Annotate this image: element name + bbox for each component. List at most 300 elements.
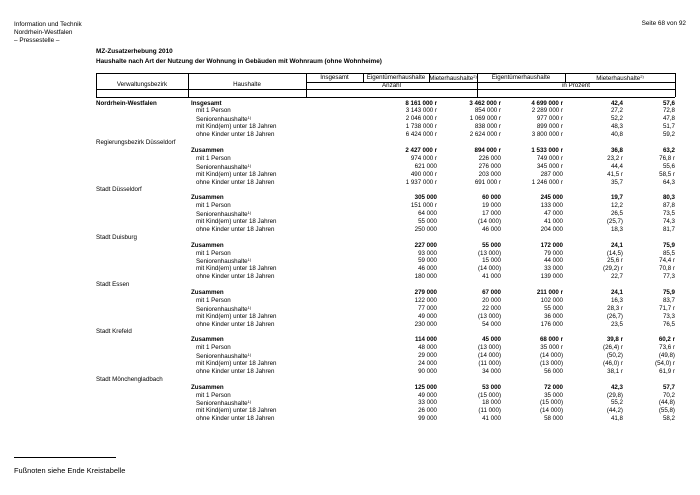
value-cell: 24,1 xyxy=(610,288,623,296)
value-cell: 38,1 r xyxy=(607,367,623,375)
region-heading: Regierungsbezirk Düsseldorf xyxy=(96,139,176,147)
value-cell: 34 000 xyxy=(482,367,501,375)
value-cell: 2 289 000 r xyxy=(531,107,563,115)
value-cell: 79 000 xyxy=(544,249,563,257)
value-cell: 345 000 r xyxy=(536,162,563,170)
table-row xyxy=(96,274,675,282)
value-cell: (14 000) xyxy=(539,407,563,415)
value-cell: (15 000) xyxy=(539,399,563,407)
value-cell: 33 000 xyxy=(544,265,563,273)
value-cell: 75,9 xyxy=(662,288,675,296)
value-cell: 854 000 r xyxy=(474,107,501,115)
category-text: Seniorenhaushalte xyxy=(196,211,248,219)
org-line: – Pressestelle – xyxy=(14,37,60,45)
value-cell: 977 000 r xyxy=(536,115,563,123)
category-text: mit Kind(ern) unter 18 Jahren xyxy=(196,123,277,131)
value-cell: 48 000 xyxy=(418,344,437,352)
category-text: mit Kind(ern) unter 18 Jahren xyxy=(196,170,277,178)
value-cell: 40,8 xyxy=(610,131,623,139)
value-cell: 99 000 xyxy=(418,415,437,423)
value-cell: 77 000 xyxy=(418,304,437,312)
footnote-marker: 1) xyxy=(247,257,252,263)
value-cell: 72 000 xyxy=(544,383,563,391)
value-cell: 16,3 xyxy=(610,296,623,304)
value-cell: 17 000 xyxy=(482,210,501,218)
org-line: Nordrhein-Westfalen xyxy=(14,29,73,37)
value-cell: 8 161 000 r xyxy=(405,99,437,107)
value-cell: 76,8 r xyxy=(659,154,675,162)
category-text: mit 1 Person xyxy=(196,249,231,257)
value-cell: 64,3 xyxy=(662,178,675,186)
value-cell: 60 000 xyxy=(482,194,501,202)
value-cell: 621 000 xyxy=(414,162,437,170)
value-cell: 974 000 r xyxy=(410,154,437,162)
value-cell: 73,6 r xyxy=(659,344,675,352)
caption-title: MZ-Zusatzerhebung 2010 xyxy=(96,48,173,55)
category-text: mit 1 Person xyxy=(196,202,231,210)
value-cell: 41 000 xyxy=(482,415,501,423)
value-cell: (29,8) xyxy=(606,391,623,399)
region-heading: Stadt Mönchengladbach xyxy=(96,375,163,383)
table-row xyxy=(96,203,675,211)
value-cell: 77,3 xyxy=(662,273,675,281)
value-cell: 44,4 xyxy=(610,162,623,170)
category-label xyxy=(196,416,274,422)
group-total-label xyxy=(191,290,224,296)
caption-subtitle: Haushalte nach Art der Nutzung der Wohnung in Gebäuden mit Wohnraum (ohne Wohnheime) xyxy=(96,58,382,65)
value-cell: 15 000 xyxy=(482,257,501,265)
value-cell: 55,2 xyxy=(610,399,623,407)
value-cell: 18 000 xyxy=(482,399,501,407)
header-divider xyxy=(675,73,676,97)
footnote-marker: 1) xyxy=(247,352,252,358)
value-cell: 72,8 xyxy=(662,107,675,115)
value-cell: 20 000 xyxy=(482,296,501,304)
table-row xyxy=(96,321,675,329)
footnote-text: Fußnoten siehe Ende Kreistabelle xyxy=(14,466,126,475)
header-rule-bottom xyxy=(96,97,675,98)
category-text: mit 1 Person xyxy=(196,296,231,304)
value-cell: 27,2 xyxy=(610,107,623,115)
group-total-label xyxy=(191,148,224,154)
value-cell: 46 000 xyxy=(418,265,437,273)
region-heading: Stadt Krefeld xyxy=(96,328,132,336)
region-heading: Stadt Duisburg xyxy=(96,233,137,241)
table-row xyxy=(96,187,675,195)
value-cell: 42,4 xyxy=(610,99,623,107)
table-row xyxy=(96,345,675,353)
value-cell: (13 000) xyxy=(477,312,501,320)
table-row xyxy=(96,360,675,368)
value-cell: 172 000 xyxy=(540,241,563,249)
category-text: Zusammen xyxy=(191,383,224,391)
value-cell: 90 000 xyxy=(418,367,437,375)
category-label xyxy=(196,227,274,233)
value-cell: (14 000) xyxy=(477,265,501,273)
category-label xyxy=(196,322,274,328)
category-label xyxy=(196,393,231,399)
table-row xyxy=(96,100,675,108)
value-cell: 36,8 xyxy=(610,146,623,154)
value-cell: 2 046 000 r xyxy=(405,115,437,123)
value-cell: 1 533 000 r xyxy=(531,146,563,154)
value-cell: 35 000 xyxy=(544,391,563,399)
category-text: mit 1 Person xyxy=(196,107,231,115)
value-cell: 203 000 xyxy=(478,170,501,178)
value-cell: 33 000 xyxy=(418,399,437,407)
value-cell: 76,5 xyxy=(662,320,675,328)
table-row xyxy=(96,234,675,242)
value-cell: 93 000 xyxy=(418,249,437,257)
value-cell: 47 000 xyxy=(544,210,563,218)
value-cell: 57,6 xyxy=(662,99,675,107)
value-cell: (13 000) xyxy=(477,249,501,257)
value-cell: (44,8) xyxy=(658,399,675,407)
category-text: ohne Kinder unter 18 Jahren xyxy=(196,225,275,233)
value-cell: 29 000 xyxy=(418,352,437,360)
value-cell: 60,2 r xyxy=(658,336,675,344)
value-cell: 250 000 xyxy=(414,225,437,233)
category-text: mit Kind(ern) unter 18 Jahren xyxy=(196,407,277,415)
value-cell: 23,5 xyxy=(610,320,623,328)
category-text: mit Kind(ern) unter 18 Jahren xyxy=(196,359,277,367)
value-cell: 67 000 xyxy=(482,288,501,296)
value-cell: 894 000 r xyxy=(474,146,501,154)
value-cell: 1 069 000 r xyxy=(469,115,501,123)
value-cell: 6 424 000 r xyxy=(405,131,437,139)
value-cell: 49 000 xyxy=(418,391,437,399)
value-cell: 44 000 xyxy=(544,257,563,265)
value-cell: 102 000 xyxy=(540,296,563,304)
value-cell: 70,2 xyxy=(662,391,675,399)
category-text: Zusammen xyxy=(191,194,224,202)
value-cell: 85,5 xyxy=(662,249,675,257)
value-cell: (14 000) xyxy=(477,352,501,360)
value-cell: 58 000 xyxy=(544,415,563,423)
category-text: Seniorenhaushalte xyxy=(196,116,248,124)
page-number: Seite 68 von 92 xyxy=(641,20,686,27)
value-cell: 2 427 000 r xyxy=(405,146,437,154)
footnote-marker: 2) xyxy=(473,73,477,79)
group-total-label xyxy=(191,337,224,343)
value-cell: (54,0) r xyxy=(655,359,675,367)
col-header-tenant-pct xyxy=(565,75,675,82)
value-cell: (11 000) xyxy=(478,359,501,367)
unit-percent: in Prozent xyxy=(562,82,590,89)
col-header-total: Insgesamt xyxy=(320,73,349,81)
table-row xyxy=(96,353,675,361)
value-cell: 176 000 xyxy=(540,320,563,328)
value-cell: 55 000 xyxy=(482,241,501,249)
category-text: Seniorenhaushalte xyxy=(196,400,248,408)
value-cell: 19,7 xyxy=(610,194,623,202)
table-header xyxy=(96,73,675,97)
value-cell: 80,3 xyxy=(662,194,675,202)
value-cell: 899 000 r xyxy=(536,123,563,131)
table-row xyxy=(96,250,675,258)
table-row xyxy=(96,147,675,155)
category-text: ohne Kinder unter 18 Jahren xyxy=(196,320,275,328)
value-cell: 41,5 r xyxy=(607,170,623,178)
table-row xyxy=(96,313,675,321)
value-cell: 58,2 xyxy=(662,415,675,423)
region-heading: Stadt Essen xyxy=(96,281,130,289)
value-cell: 52,2 xyxy=(610,115,623,123)
value-cell: (14 000) xyxy=(539,352,563,360)
category-label xyxy=(196,345,231,351)
value-cell: 838 000 r xyxy=(474,123,501,131)
category-label xyxy=(196,274,274,280)
value-cell: 125 000 xyxy=(414,383,437,391)
value-cell: 59,2 xyxy=(662,131,675,139)
region-heading: Nordrhein-Westfalen xyxy=(96,99,157,107)
value-cell: 55 000 xyxy=(544,304,563,312)
value-cell: 35 000 r xyxy=(540,344,563,352)
category-text: Zusammen xyxy=(191,146,224,154)
value-cell: (26,4) r xyxy=(603,344,623,352)
value-cell: 1 246 000 r xyxy=(531,178,563,186)
col-header-tenant-pct-label: Mieterhaushalte xyxy=(596,74,641,82)
value-cell: 64 000 xyxy=(418,210,437,218)
category-text: Seniorenhaushalte xyxy=(196,258,248,266)
value-cell: 490 000 r xyxy=(410,170,437,178)
category-text: Zusammen xyxy=(191,241,224,249)
value-cell: 2 624 000 r xyxy=(469,131,501,139)
value-cell: 70,8 r xyxy=(659,265,675,273)
category-text: mit Kind(ern) unter 18 Jahren xyxy=(196,265,277,273)
table-row xyxy=(96,408,675,416)
value-cell: 49 000 xyxy=(418,312,437,320)
value-cell: 133 000 xyxy=(540,202,563,210)
col-header-households: Haushalte xyxy=(233,81,261,88)
value-cell: 3 462 000 r xyxy=(469,99,501,107)
value-cell: 56 000 xyxy=(544,367,563,375)
group-total-label xyxy=(191,385,224,391)
value-cell: 245 000 xyxy=(540,194,563,202)
table-row xyxy=(96,242,675,250)
value-cell: 227 000 xyxy=(414,241,437,249)
value-cell: 22 000 xyxy=(482,304,501,312)
region-heading: Stadt Düsseldorf xyxy=(96,186,142,194)
value-cell: 41,8 xyxy=(610,415,623,423)
table-row xyxy=(96,179,675,187)
category-text: mit 1 Person xyxy=(196,154,231,162)
category-text: Insgesamt xyxy=(191,99,222,107)
value-cell: 3 143 000 r xyxy=(405,107,437,115)
col-header-tenant xyxy=(429,75,477,82)
value-cell: (29,2) r xyxy=(603,265,623,273)
value-cell: 68 000 r xyxy=(539,336,563,344)
value-cell: 3 800 000 r xyxy=(531,131,563,139)
value-cell: 24 000 xyxy=(418,359,437,367)
table-row xyxy=(96,116,675,124)
value-cell: 53 000 xyxy=(482,383,501,391)
table-row xyxy=(96,258,675,266)
table-row xyxy=(96,195,675,203)
table-row xyxy=(96,210,675,218)
table-body xyxy=(96,100,675,424)
table-row xyxy=(96,297,675,305)
footnote-rule xyxy=(14,457,116,458)
footnote-marker: 1) xyxy=(247,210,252,216)
col-header-region: Verwaltungsbezirk xyxy=(116,81,168,88)
category-text: ohne Kinder unter 18 Jahren xyxy=(196,415,275,423)
value-cell: 139 000 xyxy=(540,273,563,281)
value-cell: (26,7) xyxy=(606,312,623,320)
value-cell: 54 000 xyxy=(482,320,501,328)
value-cell: (13 000) xyxy=(477,344,501,352)
category-label xyxy=(196,132,274,138)
value-cell: 180 000 xyxy=(414,273,437,281)
value-cell: (49,8) xyxy=(658,352,675,360)
table-row xyxy=(96,337,675,345)
category-label xyxy=(196,156,231,162)
value-cell: 19 000 xyxy=(482,202,501,210)
value-cell: 22,7 xyxy=(610,273,623,281)
category-label xyxy=(196,251,231,257)
value-cell: 58,5 r xyxy=(659,170,675,178)
value-cell: 24,1 xyxy=(610,241,623,249)
value-cell: 63,2 xyxy=(662,146,675,154)
footnote-marker: 2) xyxy=(640,73,644,79)
value-cell: 26,5 xyxy=(610,210,623,218)
category-text: Zusammen xyxy=(191,288,224,296)
value-cell: 211 000 r xyxy=(536,288,563,296)
category-text: Zusammen xyxy=(191,336,224,344)
value-cell: 276 000 xyxy=(478,162,501,170)
value-cell: 87,8 xyxy=(662,202,675,210)
value-cell: 81,7 xyxy=(662,225,675,233)
category-label xyxy=(196,408,276,414)
category-label xyxy=(196,298,231,304)
group-total-label xyxy=(191,101,222,107)
category-label xyxy=(196,124,276,130)
category-label xyxy=(196,180,274,186)
table-row xyxy=(96,124,675,132)
category-label xyxy=(196,219,276,225)
value-cell: 23,2 r xyxy=(607,154,623,162)
table-row xyxy=(96,218,675,226)
value-cell: 226 000 xyxy=(478,154,501,162)
category-label xyxy=(196,108,231,114)
value-cell: 230 000 xyxy=(414,320,437,328)
value-cell: 57,7 xyxy=(662,383,675,391)
value-cell: 55,6 xyxy=(662,162,675,170)
table-row xyxy=(96,368,675,376)
table-row xyxy=(96,171,675,179)
value-cell: 74,3 xyxy=(662,217,675,225)
value-cell: 83,7 xyxy=(662,296,675,304)
table-row xyxy=(96,132,675,140)
category-text: ohne Kinder unter 18 Jahren xyxy=(196,367,275,375)
value-cell: 12,2 xyxy=(610,202,623,210)
table-row xyxy=(96,384,675,392)
category-text: mit 1 Person xyxy=(196,344,231,352)
value-cell: 59 000 xyxy=(418,257,437,265)
group-total-label xyxy=(191,243,224,249)
value-cell: (55,8) xyxy=(658,407,675,415)
value-cell: 41 000 xyxy=(482,273,501,281)
value-cell: 305 000 xyxy=(414,194,437,202)
col-header-tenant-label: Mieterhaushalte xyxy=(429,74,474,82)
organization-header xyxy=(14,21,82,46)
value-cell: 75,9 xyxy=(662,241,675,249)
value-cell: 151 000 r xyxy=(410,202,437,210)
table-caption xyxy=(96,47,382,67)
value-cell: (13 000) xyxy=(539,359,563,367)
category-text: Seniorenhaushalte xyxy=(196,163,248,171)
value-cell: 1 937 000 r xyxy=(405,178,437,186)
value-cell: 39,8 r xyxy=(606,336,623,344)
value-cell: (46,0) r xyxy=(603,359,623,367)
category-text: ohne Kinder unter 18 Jahren xyxy=(196,131,275,139)
value-cell: (50,2) xyxy=(606,352,623,360)
col-header-owner-pct: Eigentümerhaushalte xyxy=(491,73,551,81)
category-label xyxy=(196,172,276,178)
category-text: mit 1 Person xyxy=(196,391,231,399)
category-label xyxy=(196,266,276,272)
table-row xyxy=(96,329,675,337)
value-cell: 74,4 r xyxy=(659,257,675,265)
group-total-label xyxy=(191,195,224,201)
value-cell: 73,3 xyxy=(662,312,675,320)
value-cell: 287 000 xyxy=(540,170,563,178)
category-text: mit Kind(ern) unter 18 Jahren xyxy=(196,312,277,320)
table-row xyxy=(96,305,675,313)
value-cell: 749 000 r xyxy=(536,154,563,162)
value-cell: 48,3 xyxy=(610,123,623,131)
value-cell: 26 000 xyxy=(418,407,437,415)
category-text: ohne Kinder unter 18 Jahren xyxy=(196,273,275,281)
table-row xyxy=(96,392,675,400)
category-text: Seniorenhaushalte xyxy=(196,353,248,361)
value-cell: 36 000 xyxy=(544,312,563,320)
category-label xyxy=(196,314,276,320)
value-cell: 55 000 xyxy=(418,217,437,225)
value-cell: (15 000) xyxy=(477,391,501,399)
value-cell: 35,7 xyxy=(610,178,623,186)
footnote-marker: 1) xyxy=(247,399,252,405)
table-row xyxy=(96,139,675,147)
value-cell: 45 000 xyxy=(482,336,501,344)
category-label xyxy=(196,369,274,375)
value-cell: 122 000 xyxy=(414,296,437,304)
table-row xyxy=(96,281,675,289)
value-cell: 25,6 r xyxy=(607,257,623,265)
table-row xyxy=(96,416,675,424)
table-row xyxy=(96,155,675,163)
value-cell: 46 000 xyxy=(482,225,501,233)
value-cell: 18,3 xyxy=(610,225,623,233)
table-row xyxy=(96,289,675,297)
col-header-owner: Eigentümerhaushalte xyxy=(366,73,426,81)
value-cell: (25,7) xyxy=(606,217,623,225)
value-cell: (14,5) xyxy=(606,249,623,257)
table-row xyxy=(96,400,675,408)
value-cell: 71,7 r xyxy=(659,304,675,312)
value-cell: 28,3 r xyxy=(607,304,623,312)
table-row xyxy=(96,376,675,384)
value-cell: (44,2) xyxy=(606,407,623,415)
value-cell: 279 000 xyxy=(414,288,437,296)
value-cell: 1 738 000 r xyxy=(405,123,437,131)
category-label xyxy=(196,203,231,209)
value-cell: 47,8 xyxy=(662,115,675,123)
category-text: ohne Kinder unter 18 Jahren xyxy=(196,178,275,186)
category-text: Seniorenhaushalte xyxy=(196,305,248,313)
value-cell: 51,7 xyxy=(662,123,675,131)
table-row xyxy=(96,266,675,274)
